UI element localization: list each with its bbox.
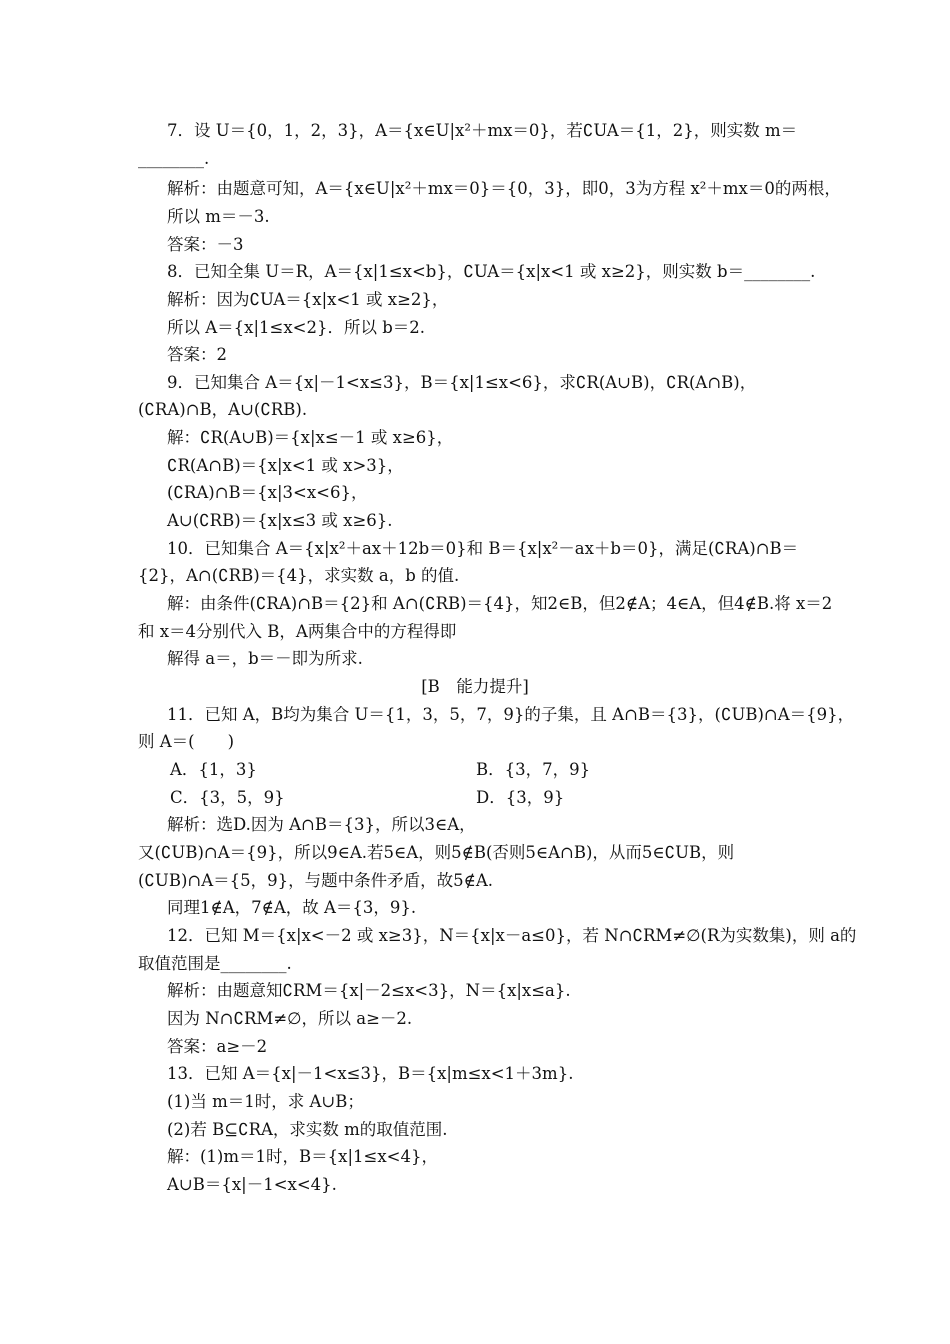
section-heading: [B 能力提升] — [421, 677, 529, 696]
q11-analysis-2: 又(∁UB)∩A＝{9}，所以9∈A.若5∈A，则5∉B(否则5∈A∩B)，从而5∈∁UB，则 — [138, 843, 735, 862]
q12-stem: 12．已知 M＝{x|x<－2 或 x≥3}，N＝{x|x－a≤0}，若 N∩∁RM≠∅(R为实数集)，则 a的 — [167, 926, 857, 945]
q13-part-2: (2)若 B⊆∁RA，求实数 m的取值范围. — [167, 1120, 448, 1139]
q7-analysis-cont: 所以 m＝－3. — [167, 207, 270, 226]
q13-part-1: (1)当 m＝1时，求 A∪B； — [167, 1092, 364, 1111]
q9-solution-4: A∪(∁RB)＝{x|x≤3 或 x≥6}. — [167, 511, 393, 530]
q11-option-a: A．{1，3} — [170, 760, 257, 779]
q7-analysis: 解析：由题意可知，A＝{x∈U|x²＋mx＝0}＝{0，3}，即0，3为方程 x²＋mx＝0的两根， — [167, 179, 841, 198]
q13-solution: 解：(1)m＝1时，B＝{x|1≤x<4}， — [167, 1147, 438, 1166]
q7-stem: 7．设 U＝{0，1，2，3}，A＝{x∈U|x²＋mx＝0}，若∁UA＝{1，2}，则实数 m＝ — [167, 121, 798, 140]
q9-stem-cont: (∁RA)∩B，A∪(∁RB). — [138, 400, 308, 419]
q11-stem-cont: 则 A＝( ) — [138, 732, 235, 751]
q12-answer: 答案：a≥－2 — [167, 1037, 268, 1056]
q11-analysis: 解析：选D.因为 A∩B＝{3}，所以3∈A， — [167, 815, 476, 834]
q13-stem: 13．已知 A＝{x|－1<x≤3}，B＝{x|m≤x<1＋3m}. — [167, 1064, 574, 1083]
q10-solution-result: 解得 a＝，b＝－即为所求. — [167, 649, 363, 668]
q12-analysis: 解析：由题意知∁RM＝{x|－2≤x<3}，N＝{x|x≤a}. — [167, 981, 571, 1000]
q7-answer: 答案：－3 — [167, 235, 244, 254]
q8-stem: 8．已知全集 U＝R，A＝{x|1≤x<b}，∁UA＝{x|x<1 或 x≥2}，则实数 b＝________. — [167, 262, 816, 281]
q10-solution: 解：由条件(∁RA)∩B＝{2}和 A∩(∁RB)＝{4}，知2∈B，但2∉A；4∈A，但4∉B.将 x＝2 — [167, 594, 833, 613]
q11-stem: 11．已知 A，B均为集合 U＝{1，3，5，7，9}的子集，且 A∩B＝{3}，(∁UB)∩A＝{9}， — [167, 705, 855, 724]
q11-option-b: B．{3，7，9} — [476, 760, 591, 779]
q8-analysis-cont: 所以 A＝{x|1≤x<2}．所以 b＝2. — [167, 318, 426, 337]
q10-stem-cont: {2}，A∩(∁RB)＝{4}，求实数 a，b 的值. — [138, 566, 460, 585]
q11-option-c: C．{3，5，9} — [170, 788, 285, 807]
q7-blank: ________. — [138, 149, 210, 168]
q9-solution-3: (∁RA)∩B＝{x|3<x<6}， — [167, 483, 368, 502]
q10-stem: 10．已知集合 A＝{x|x²＋ax＋12b＝0}和 B＝{x|x²－ax＋b＝0}，满足(∁RA)∩B＝ — [167, 539, 799, 558]
q12-analysis-2: 因为 N∩∁RM≠∅，所以 a≥－2. — [167, 1009, 413, 1028]
q11-option-d: D．{3，9} — [476, 788, 565, 807]
q9-solution: 解：∁R(A∪B)＝{x|x≤－1 或 x≥6}， — [167, 428, 454, 447]
q8-analysis: 解析：因为∁UA＝{x|x<1 或 x≥2}， — [167, 290, 449, 309]
q9-solution-2: ∁R(A∩B)＝{x|x<1 或 x>3}， — [167, 456, 404, 475]
q11-analysis-3: (∁UB)∩A＝{5，9}，与题中条件矛盾，故5∉A. — [138, 871, 494, 890]
q9-stem: 9．已知集合 A＝{x|－1<x≤3}，B＝{x|1≤x<6}，求∁R(A∪B)，∁R(A∩B)， — [167, 373, 757, 392]
q13-solution-2: A∪B＝{x|－1<x<4}. — [167, 1175, 337, 1194]
q10-solution-cont: 和 x＝4分别代入 B，A两集合中的方程得即 — [138, 622, 457, 641]
q8-answer: 答案：2 — [167, 345, 227, 364]
q12-stem-cont: 取值范围是________. — [138, 954, 292, 973]
q11-analysis-4: 同理1∉A，7∉A，故 A＝{3，9}. — [167, 898, 417, 917]
